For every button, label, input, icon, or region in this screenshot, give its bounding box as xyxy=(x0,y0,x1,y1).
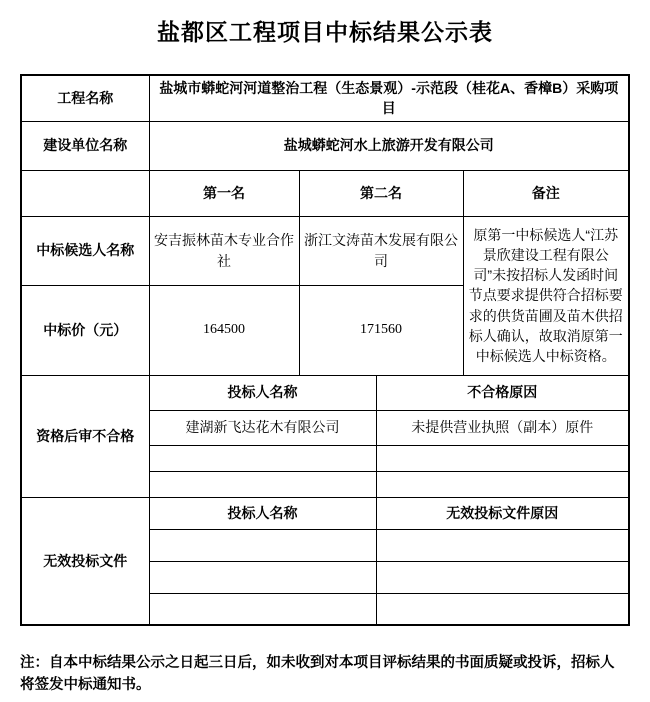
candidates-label: 中标候选人名称 xyxy=(21,216,149,285)
disqualified-bidder-value: 建湖新飞达花木有限公司 xyxy=(149,410,376,445)
invalid-reason-value xyxy=(376,561,629,593)
invalid-bidder-value xyxy=(149,561,376,593)
candidate-second-value: 浙江文涛苗木发展有限公司 xyxy=(299,216,463,285)
candidate-first-value: 安吉振林苗木专业合作社 xyxy=(149,216,299,285)
disqualified-bidder-value xyxy=(149,471,376,497)
remark-header: 备注 xyxy=(463,170,629,216)
remark-value: 原第一中标候选人“江苏景欣建设工程有限公司”未按招标人发函时间节点要求提供符合招标要求的供货苗圃及苗木供招标人确认，故取消原第一中标候选人中标资格。 xyxy=(463,216,629,375)
owner-value: 盐城蟒蛇河水上旅游开发有限公司 xyxy=(149,121,629,170)
price-first-value: 164500 xyxy=(149,285,299,375)
rank-second-header: 第二名 xyxy=(299,170,463,216)
footer-note: 注：自本中标结果公示之日起三日后，如未收到对本项目评标结果的书面质疑或投诉，招标人将签发中标通知书。 xyxy=(20,655,615,694)
rank-first-header: 第一名 xyxy=(149,170,299,216)
invalid-reason-value xyxy=(376,593,629,625)
bid-results-table xyxy=(20,74,630,626)
invalid-bidder-value xyxy=(149,593,376,625)
disqualified-header-row xyxy=(21,375,629,410)
disqualified-bidder-value xyxy=(149,445,376,471)
owner-label: 建设单位名称 xyxy=(21,121,149,170)
project-name-value: 盐城市蟒蛇河河道整治工程（生态景观）-示范段（桂花A、香樟B）采购项目 xyxy=(149,75,629,121)
disqualified-reason-value xyxy=(376,445,629,471)
rank-header-row xyxy=(21,170,629,216)
price-label: 中标价（元） xyxy=(21,285,149,375)
invalid-header-row xyxy=(21,497,629,529)
invalid-reason-value xyxy=(376,529,629,561)
disqualified-bidder-header: 投标人名称 xyxy=(149,375,376,410)
page-title: 盐都区工程项目中标结果公示表 xyxy=(157,19,493,45)
disqualified-reason-value: 未提供营业执照（副本）原件 xyxy=(376,410,629,445)
invalid-section-label: 无效投标文件 xyxy=(21,497,149,625)
invalid-bidder-header: 投标人名称 xyxy=(149,497,376,529)
table-row xyxy=(21,121,629,170)
disqualified-reason-header: 不合格原因 xyxy=(376,375,629,410)
candidates-row xyxy=(21,216,629,285)
project-name-label: 工程名称 xyxy=(21,75,149,121)
disqualified-section-label: 资格后审不合格 xyxy=(21,375,149,497)
invalid-reason-header: 无效投标文件原因 xyxy=(376,497,629,529)
disqualified-reason-value xyxy=(376,471,629,497)
table-row xyxy=(21,75,629,121)
invalid-bidder-value xyxy=(149,529,376,561)
price-second-value: 171560 xyxy=(299,285,463,375)
empty-corner-cell xyxy=(21,170,149,216)
